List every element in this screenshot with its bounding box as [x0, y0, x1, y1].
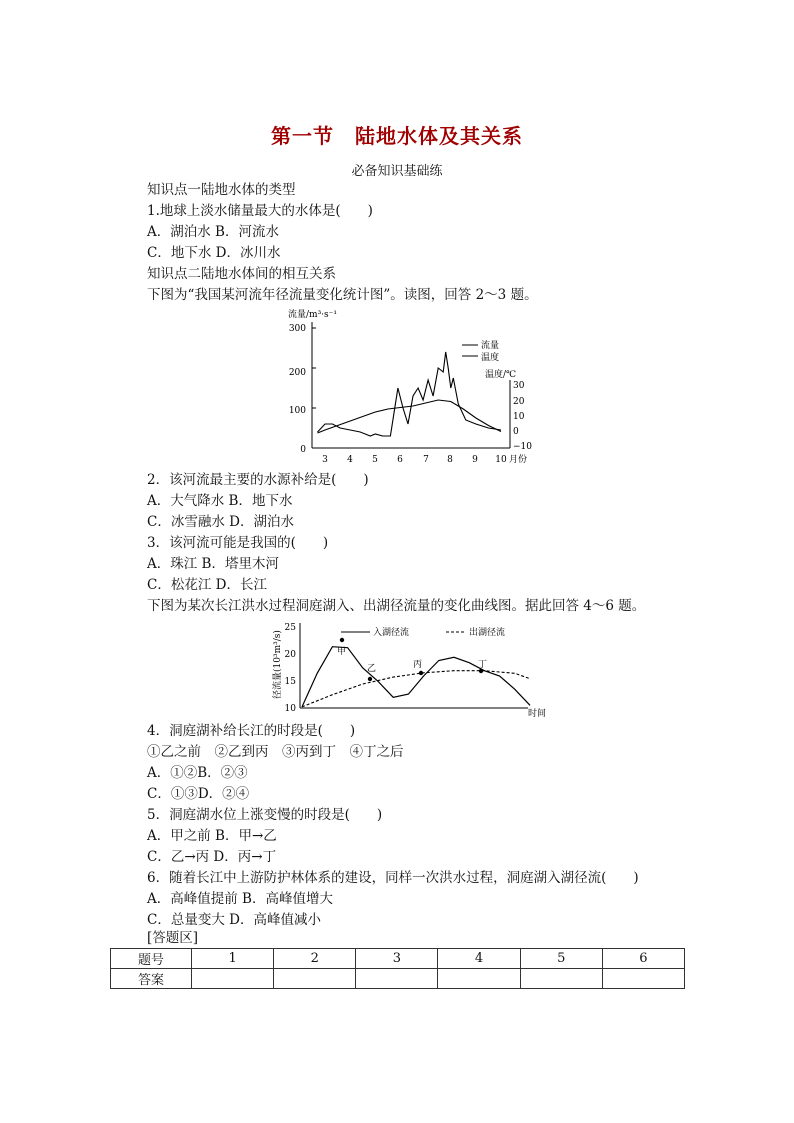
table-cell: 2: [274, 949, 356, 969]
figure-1-intro: 下图为“我国某河流年径流量变化统计图”。读图，回答 2～3 题。: [147, 287, 538, 303]
chart1-xtick: 5: [372, 455, 378, 465]
chart1-y2tick: 0: [513, 427, 519, 437]
chart1-xtick: 8: [447, 455, 453, 465]
chart2-point-label: 甲: [337, 647, 347, 657]
dongting-runoff-chart: [266, 617, 556, 721]
figure-2-intro: 下图为某次长江洪水过程洞庭湖入、出湖径流量的变化曲线图。据此回答 4～6 题。: [147, 598, 646, 614]
chart2-ytick: 15: [284, 677, 296, 687]
chart1-ytick: 0: [300, 445, 306, 455]
question-4-items: ①乙之前 ②乙到丙 ③丙到丁 ④丁之后: [147, 744, 404, 760]
chart1-xunit: 月份: [509, 455, 528, 465]
chart1-legend-label: 温度: [481, 353, 500, 363]
question-1-options-cd: C．地下水 D．冰川水: [147, 245, 281, 261]
question-6: 6．随着长江中上游防护林体系的建设，同样一次洪水过程，洞庭湖入湖径流( ): [147, 870, 639, 886]
question-1: 1.地球上淡水储量最大的水体是( ): [147, 203, 373, 219]
chart2-point-jia: [340, 638, 344, 642]
chart1-y2tick: 30: [513, 381, 525, 391]
question-2: 2．该河流最主要的水源补给是( ): [147, 472, 369, 488]
chart1-y-ticks: [312, 328, 316, 408]
question-1-options-ab: A．湖泊水 B．河流水: [147, 224, 279, 240]
chart2-series-outflow: [302, 671, 530, 707]
question-5: 5．洞庭湖水位上涨变慢的时段是( ): [147, 807, 383, 823]
chart1-xticks: [322, 455, 507, 465]
chart2-ytick: 25: [284, 623, 296, 633]
chart2-point-bing: [419, 671, 423, 675]
answer-input-cell[interactable]: [602, 969, 684, 989]
chart2-point-label: 丁: [478, 660, 488, 670]
answer-table-answer-row: [111, 969, 685, 989]
chart2-legend-label: 入湖径流: [373, 628, 410, 638]
chart1-xtick: 6: [397, 455, 403, 465]
chart1-legend-label: 流量: [481, 341, 500, 351]
chart2-ylabel: 径流量(10³m³/s): [273, 630, 283, 699]
question-5-options-cd: C．乙→丙 D．丙→丁: [147, 849, 277, 865]
chart1-xtick: 9: [472, 455, 478, 465]
answer-table: [110, 948, 685, 989]
chart1-y2tick: −10: [513, 442, 532, 452]
question-3-options-cd: C．松花江 D．长江: [147, 577, 267, 593]
answer-input-cell[interactable]: [520, 969, 602, 989]
question-2-options-ab: A．大气降水 B．地下水: [147, 493, 293, 509]
chart1-xtick: 10: [495, 455, 507, 465]
question-3-options-ab: A．珠江 B．塔里木河: [147, 556, 279, 572]
page-title: 第一节 陆地水体及其关系: [271, 124, 523, 148]
chart1-ytick: 100: [288, 406, 306, 416]
knowledge-point-1: 知识点一陆地水体的类型: [147, 182, 296, 198]
chart2-point-label: 乙: [367, 664, 377, 674]
table-cell: 答案: [111, 969, 192, 989]
question-5-options-ab: A．甲之前 B．甲→乙: [147, 828, 277, 844]
question-6-options-cd: C．总量变大 D．高峰值减小: [147, 912, 321, 928]
chart2-xlabel: 时间: [528, 709, 547, 719]
question-6-options-ab: A．高峰值提前 B．高峰值增大: [147, 891, 333, 907]
table-cell: 3: [356, 949, 438, 969]
chart1-y2tick: 20: [513, 397, 525, 407]
question-4: 4．洞庭湖补给长江的时段是( ): [147, 723, 356, 739]
chart1-xtick: 4: [347, 455, 353, 465]
question-3: 3．该河流可能是我国的( ): [147, 535, 329, 551]
knowledge-point-2: 知识点二陆地水体间的相互关系: [147, 266, 336, 282]
chart2-ytick: 20: [284, 650, 296, 660]
table-cell: 题号: [111, 949, 192, 969]
answer-input-cell[interactable]: [192, 969, 274, 989]
answer-area-label: [答题区]: [147, 930, 199, 946]
chart1-y2tick: 10: [513, 412, 525, 422]
table-cell: 4: [438, 949, 520, 969]
chart2-point-label: 丙: [413, 660, 423, 670]
question-2-options-cd: C．冰雪融水 D．湖泊水: [147, 514, 294, 530]
table-cell: 6: [602, 949, 684, 969]
chart1-xtick: 3: [322, 455, 328, 465]
question-4-options-cd: C．①③D．②④: [147, 786, 250, 802]
section-subtitle: 必备知识基础练: [351, 164, 443, 179]
answer-table-header-row: [111, 949, 685, 969]
table-cell: 1: [192, 949, 274, 969]
table-cell: 5: [520, 949, 602, 969]
chart2-ytick: 10: [284, 704, 296, 714]
answer-input-cell[interactable]: [438, 969, 520, 989]
chart2-point-yi: [368, 677, 372, 681]
chart1-ytick: 300: [288, 324, 306, 334]
chart1-xtick: 7: [423, 455, 429, 465]
chart1-ylabel: 流量/m³·s⁻¹: [288, 310, 338, 320]
chart1-ytick: 200: [288, 368, 306, 378]
chart1-y2label: 温度/℃: [485, 370, 517, 380]
answer-input-cell[interactable]: [274, 969, 356, 989]
river-runoff-chart: [280, 308, 540, 470]
question-4-options-ab: A．①②B．②③: [147, 765, 248, 781]
chart2-legend-label: 出湖径流: [469, 628, 506, 638]
answer-input-cell[interactable]: [356, 969, 438, 989]
